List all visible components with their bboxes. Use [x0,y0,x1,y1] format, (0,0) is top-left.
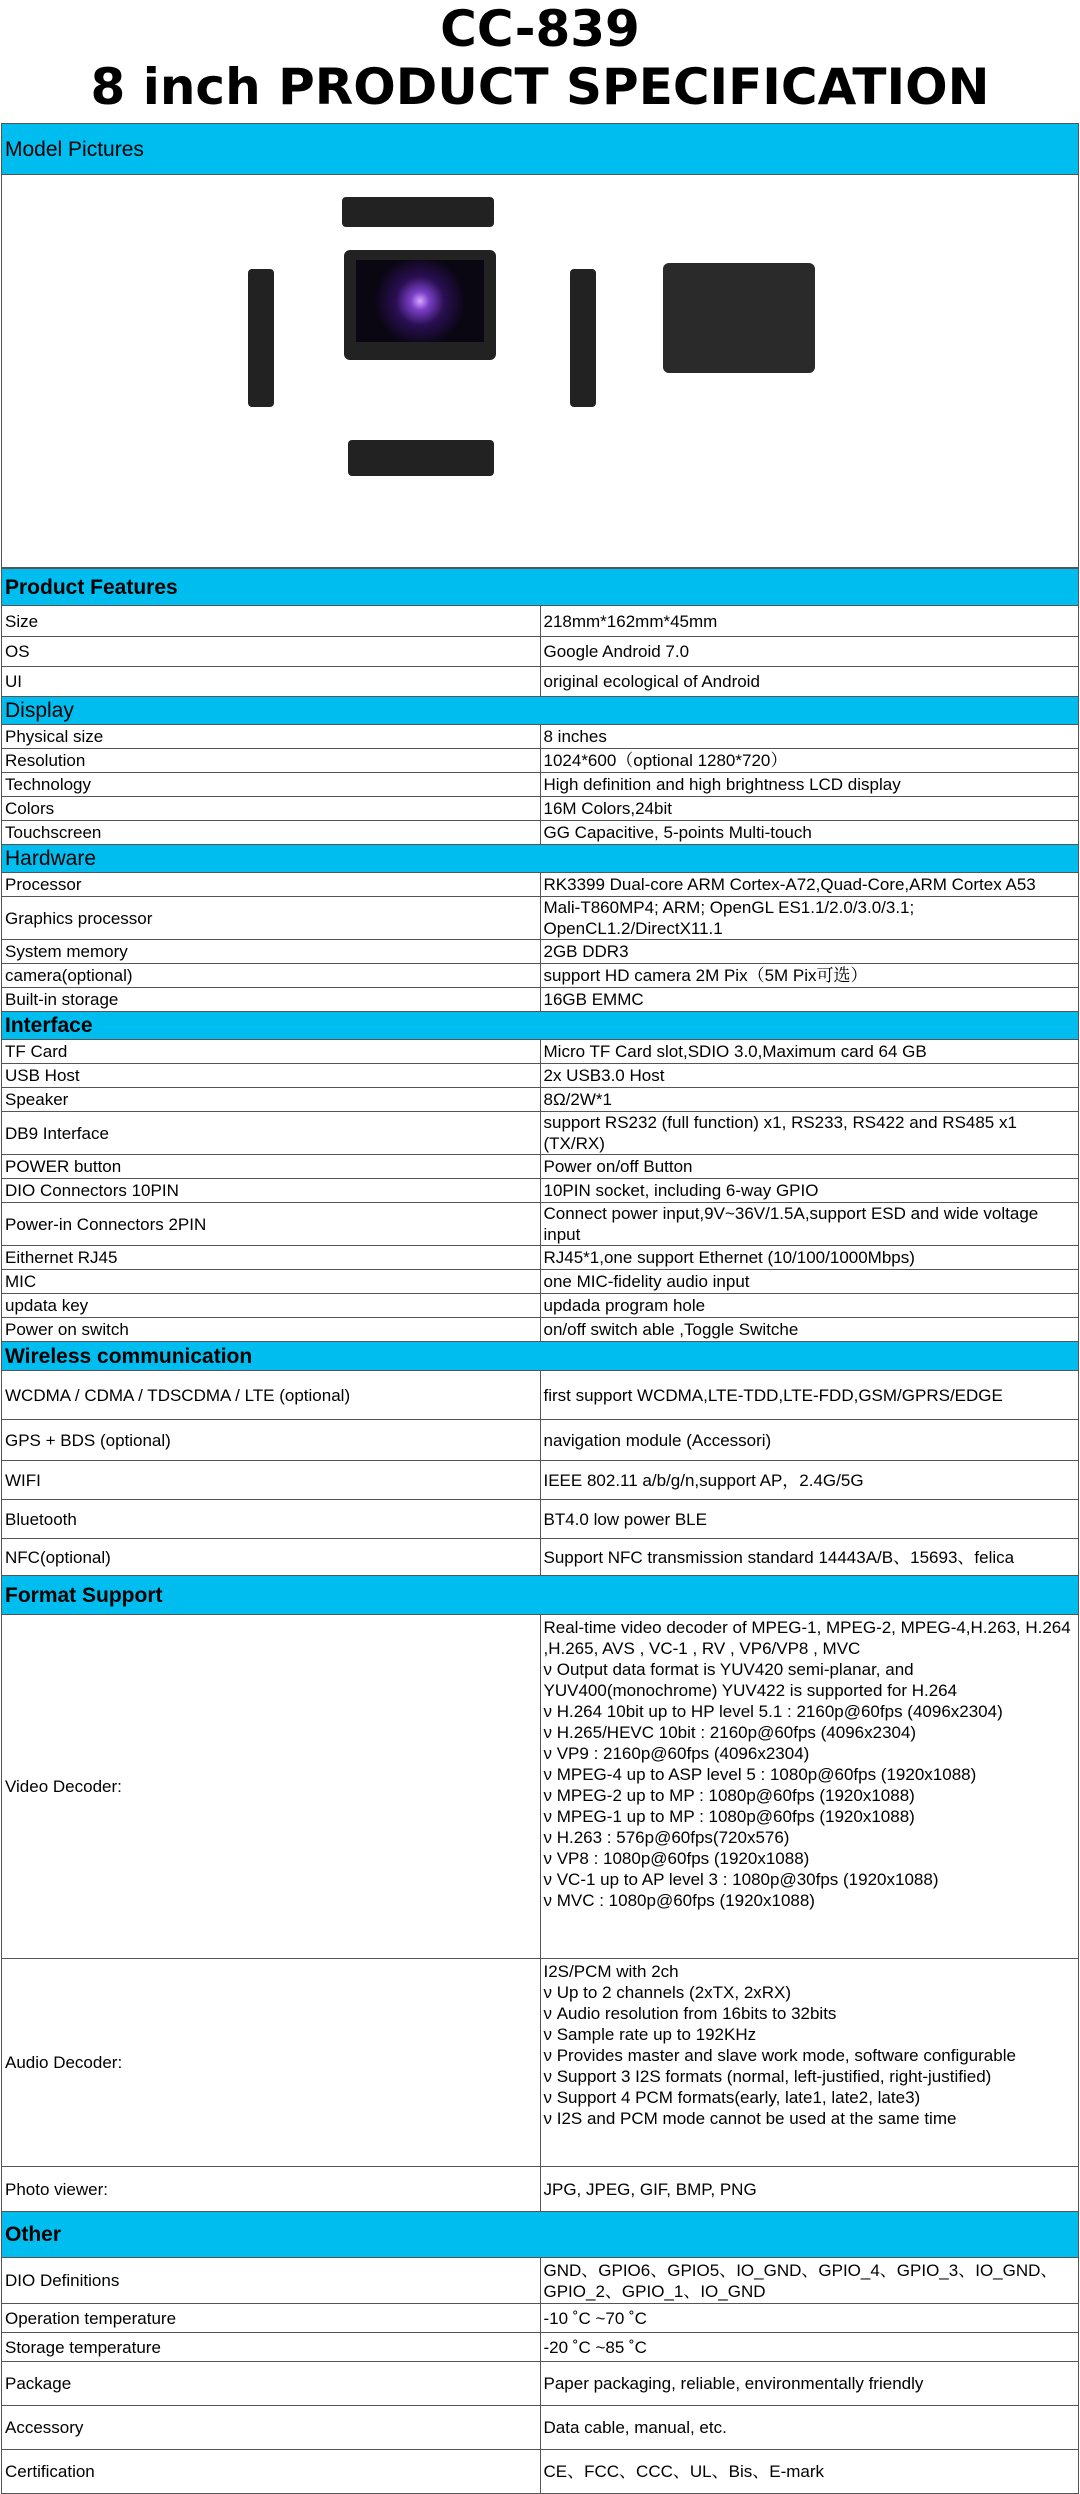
spec-row [2,1064,1079,1088]
section-title: Format Support [2,1576,1079,1615]
spec-row [2,667,1079,697]
spec-row [2,2406,1079,2450]
spec-label: Technology [2,773,541,797]
spec-label: OS [2,637,541,667]
device-left-side-view [248,269,274,407]
spec-row [2,773,1079,797]
spec-row [2,637,1079,667]
spec-label: Processor [2,873,541,897]
spec-label: Power on switch [2,1318,541,1342]
spec-row [2,1500,1079,1539]
spec-value: Micro TF Card slot,SDIO 3.0,Maximum card 64 GB [540,1040,1079,1064]
spec-value: 8 inches [540,725,1079,749]
spec-value: Google Android 7.0 [540,637,1079,667]
spec-label: WCDMA / CDMA / TDSCDMA / LTE (optional) [2,1371,541,1420]
device-screen [356,260,484,342]
spec-row [2,1088,1079,1112]
spec-row [2,1270,1079,1294]
spec-label: Package [2,2362,541,2406]
device-right-side-view [570,269,596,407]
spec-value: CE、FCC、CCC、UL、Bis、E-mark [540,2450,1079,2494]
spec-value: Support NFC transmission standard 14443A/B、15693、felica [540,1539,1079,1576]
spec-label: Accessory [2,2406,541,2450]
spec-label: Power-in Connectors 2PIN [2,1203,541,1246]
spec-row [2,2362,1079,2406]
spec-value: one MIC-fidelity audio input [540,1270,1079,1294]
spec-label: WIFI [2,1461,541,1500]
spec-value: updada program hole [540,1294,1079,1318]
spec-row [2,2258,1079,2304]
spec-value: 1024*600（optional 1280*720） [540,749,1079,773]
spec-value: RJ45*1,one support Ethernet (10/100/1000Mbps) [540,1246,1079,1270]
spec-row [2,1179,1079,1203]
spec-row [2,1539,1079,1576]
spec-row [2,940,1079,964]
spec-label: MIC [2,1270,541,1294]
spec-value: High definition and high brightness LCD display [540,773,1079,797]
spec-value: -20 ˚C ~85 ˚C [540,2333,1079,2362]
section-title: Other [2,2212,1079,2258]
spec-row [2,1461,1079,1500]
spec-label: Photo viewer: [2,2167,541,2212]
spec-value: Power on/off Button [540,1155,1079,1179]
spec-row [2,1112,1079,1155]
device-back-view [663,263,815,373]
section-title: Model Pictures [2,124,1079,175]
device-bottom-view [348,440,494,476]
spec-row [2,1371,1079,1420]
device-top-view [342,197,494,227]
spec-label: DIO Definitions [2,2258,541,2304]
spec-label: Physical size [2,725,541,749]
section-title: Display [2,697,1079,725]
spec-row [2,964,1079,988]
spec-value: GND、GPIO6、GPIO5、IO_GND、GPIO_4、GPIO_3、IO_GND、GPIO_2、GPIO_1、IO_GND [540,2258,1079,2304]
section-header-hardware [2,845,1079,873]
model-pictures [2,175,1079,568]
spec-row [2,749,1079,773]
spec-row [2,606,1079,637]
spec-row [2,897,1079,940]
spec-value: Mali-T860MP4; ARM; OpenGL ES1.1/2.0/3.0/3.1; OpenCL1.2/DirectX11.1 [540,897,1079,940]
section-header-wireless [2,1342,1079,1371]
spec-label: Bluetooth [2,1500,541,1539]
spec-value: I2S/PCM with 2ch ν Up to 2 channels (2xTX, 2xRX) ν Audio resolution from 16bits to 32bits ν Sample rate up to 192KHz ν Provides master and slave work mode, software configurable ν Support 3 I2S formats (normal, left-justified, right-justified) ν Support 4 PCM formats(early, late1, late2, late3) ν I2S and PCM mode cannot be used at the same time [540,1959,1079,2167]
spec-row [2,1040,1079,1064]
spec-row [2,2304,1079,2333]
spec-value: original ecological of Android [540,667,1079,697]
spec-label: Touchscreen [2,821,541,845]
spec-value: 2GB DDR3 [540,940,1079,964]
spec-row [2,1420,1079,1461]
section-header-features [2,569,1079,606]
spec-label: camera(optional) [2,964,541,988]
spec-value: Connect power input,9V~36V/1.5A,support ESD and wide voltage input [540,1203,1079,1246]
spec-row [2,2450,1079,2494]
spec-row [2,988,1079,1012]
spec-row [2,821,1079,845]
spec-label: TF Card [2,1040,541,1064]
spec-value: Paper packaging, reliable, environmentally friendly [540,2362,1079,2406]
spec-label: Resolution [2,749,541,773]
spec-label: Operation temperature [2,2304,541,2333]
section-header-display [2,697,1079,725]
spec-value: first support WCDMA,LTE-TDD,LTE-FDD,GSM/GPRS/EDGE [540,1371,1079,1420]
section-header-interface [2,1012,1079,1040]
spec-label: DB9 Interface [2,1112,541,1155]
spec-value: GG Capacitive, 5-points Multi-touch [540,821,1079,845]
spec-row [2,1246,1079,1270]
spec-row [2,1203,1079,1246]
spec-row [2,1318,1079,1342]
spec-value: Real-time video decoder of MPEG-1, MPEG-2, MPEG-4,H.263, H.264 ,H.265, AVS , VC-1 , RV , VP6/VP8 , MVC ν Output data format is YUV420 semi-planar, and YUV400(monochrome) YUV422 is supported for H.264 ν H.264 10bit up to HP level 5.1 : 2160p@60fps (4096x2304) ν H.265/HEVC 10bit : 2160p@60fps (4096x2304) ν VP9 : 2160p@60fps (4096x2304) ν MPEG-4 up to ASP level 5 : 1080p@60fps (1920x1088) ν MPEG-2 up to MP : 1080p@60fps (1920x1088) ν MPEG-1 up to MP : 1080p@60fps (1920x1088) ν H.263 : 576p@60fps(720x576) ν VP8 : 1080p@60fps (1920x1088) ν VC-1 up to AP level 3 : 1080p@30fps (1920x1088) ν MVC : 1080p@60fps (1920x1088) [540,1615,1079,1959]
spec-value: BT4.0 low power BLE [540,1500,1079,1539]
spec-row [2,1155,1079,1179]
spec-row [2,1959,1079,2167]
section-title: Product Features [2,569,1079,606]
spec-label: Colors [2,797,541,821]
section-header-format [2,1576,1079,1615]
spec-value: JPG, JPEG, GIF, BMP, PNG [540,2167,1079,2212]
spec-label: Audio Decoder: [2,1959,541,2167]
spec-label: updata key [2,1294,541,1318]
spec-value: 8Ω/2W*1 [540,1088,1079,1112]
spec-label: Storage temperature [2,2333,541,2362]
spec-value: 10PIN socket, including 6-way GPIO [540,1179,1079,1203]
section-title: Hardware [2,845,1079,873]
spec-value: navigation module (Accessori) [540,1420,1079,1461]
spec-rows-table [1,568,1079,2494]
spec-table [1,123,1079,568]
spec-label: Speaker [2,1088,541,1112]
spec-label: Eithernet RJ45 [2,1246,541,1270]
spec-label: UI [2,667,541,697]
section-title: Wireless communication [2,1342,1079,1371]
spec-value: on/off switch able ,Toggle Switche [540,1318,1079,1342]
spec-label: Video Decoder: [2,1615,541,1959]
spec-value: support RS232 (full function) x1, RS233, RS422 and RS485 x1 (TX/RX) [540,1112,1079,1155]
spec-value: -10 ˚C ~70 ˚C [540,2304,1079,2333]
spec-row [2,1615,1079,1959]
spec-label: System memory [2,940,541,964]
spec-row [2,725,1079,749]
spec-row [2,873,1079,897]
spec-label: USB Host [2,1064,541,1088]
spec-label: Built-in storage [2,988,541,1012]
section-title: Interface [2,1012,1079,1040]
spec-value: 16GB EMMC [540,988,1079,1012]
spec-label: Graphics processor [2,897,541,940]
spec-value: IEEE 802.11 a/b/g/n,support AP，2.4G/5G [540,1461,1079,1500]
spec-row [2,2333,1079,2362]
spec-value: support HD camera 2M Pix（5M Pix可选） [540,964,1079,988]
section-header-other [2,2212,1079,2258]
spec-value: RK3399 Dual-core ARM Cortex-A72,Quad-Core,ARM Cortex A53 [540,873,1079,897]
spec-label: DIO Connectors 10PIN [2,1179,541,1203]
device-front-view [344,250,496,360]
spec-label: NFC(optional) [2,1539,541,1576]
spec-value: 2x USB3.0 Host [540,1064,1079,1088]
spec-label: Certification [2,2450,541,2494]
model-title: CC-839 [440,0,640,58]
section-header-model-pictures [2,124,1079,175]
spec-value: 218mm*162mm*45mm [540,606,1079,637]
spec-row [2,2167,1079,2212]
model-pictures-row [2,175,1079,568]
spec-value: Data cable, manual, etc. [540,2406,1079,2450]
spec-value: 16M Colors,24bit [540,797,1079,821]
page-title: 8 inch PRODUCT SPECIFICATION [90,58,990,116]
spec-row [2,1294,1079,1318]
spec-label: POWER button [2,1155,541,1179]
spec-row [2,797,1079,821]
spec-label: Size [2,606,541,637]
spec-label: GPS + BDS (optional) [2,1420,541,1461]
